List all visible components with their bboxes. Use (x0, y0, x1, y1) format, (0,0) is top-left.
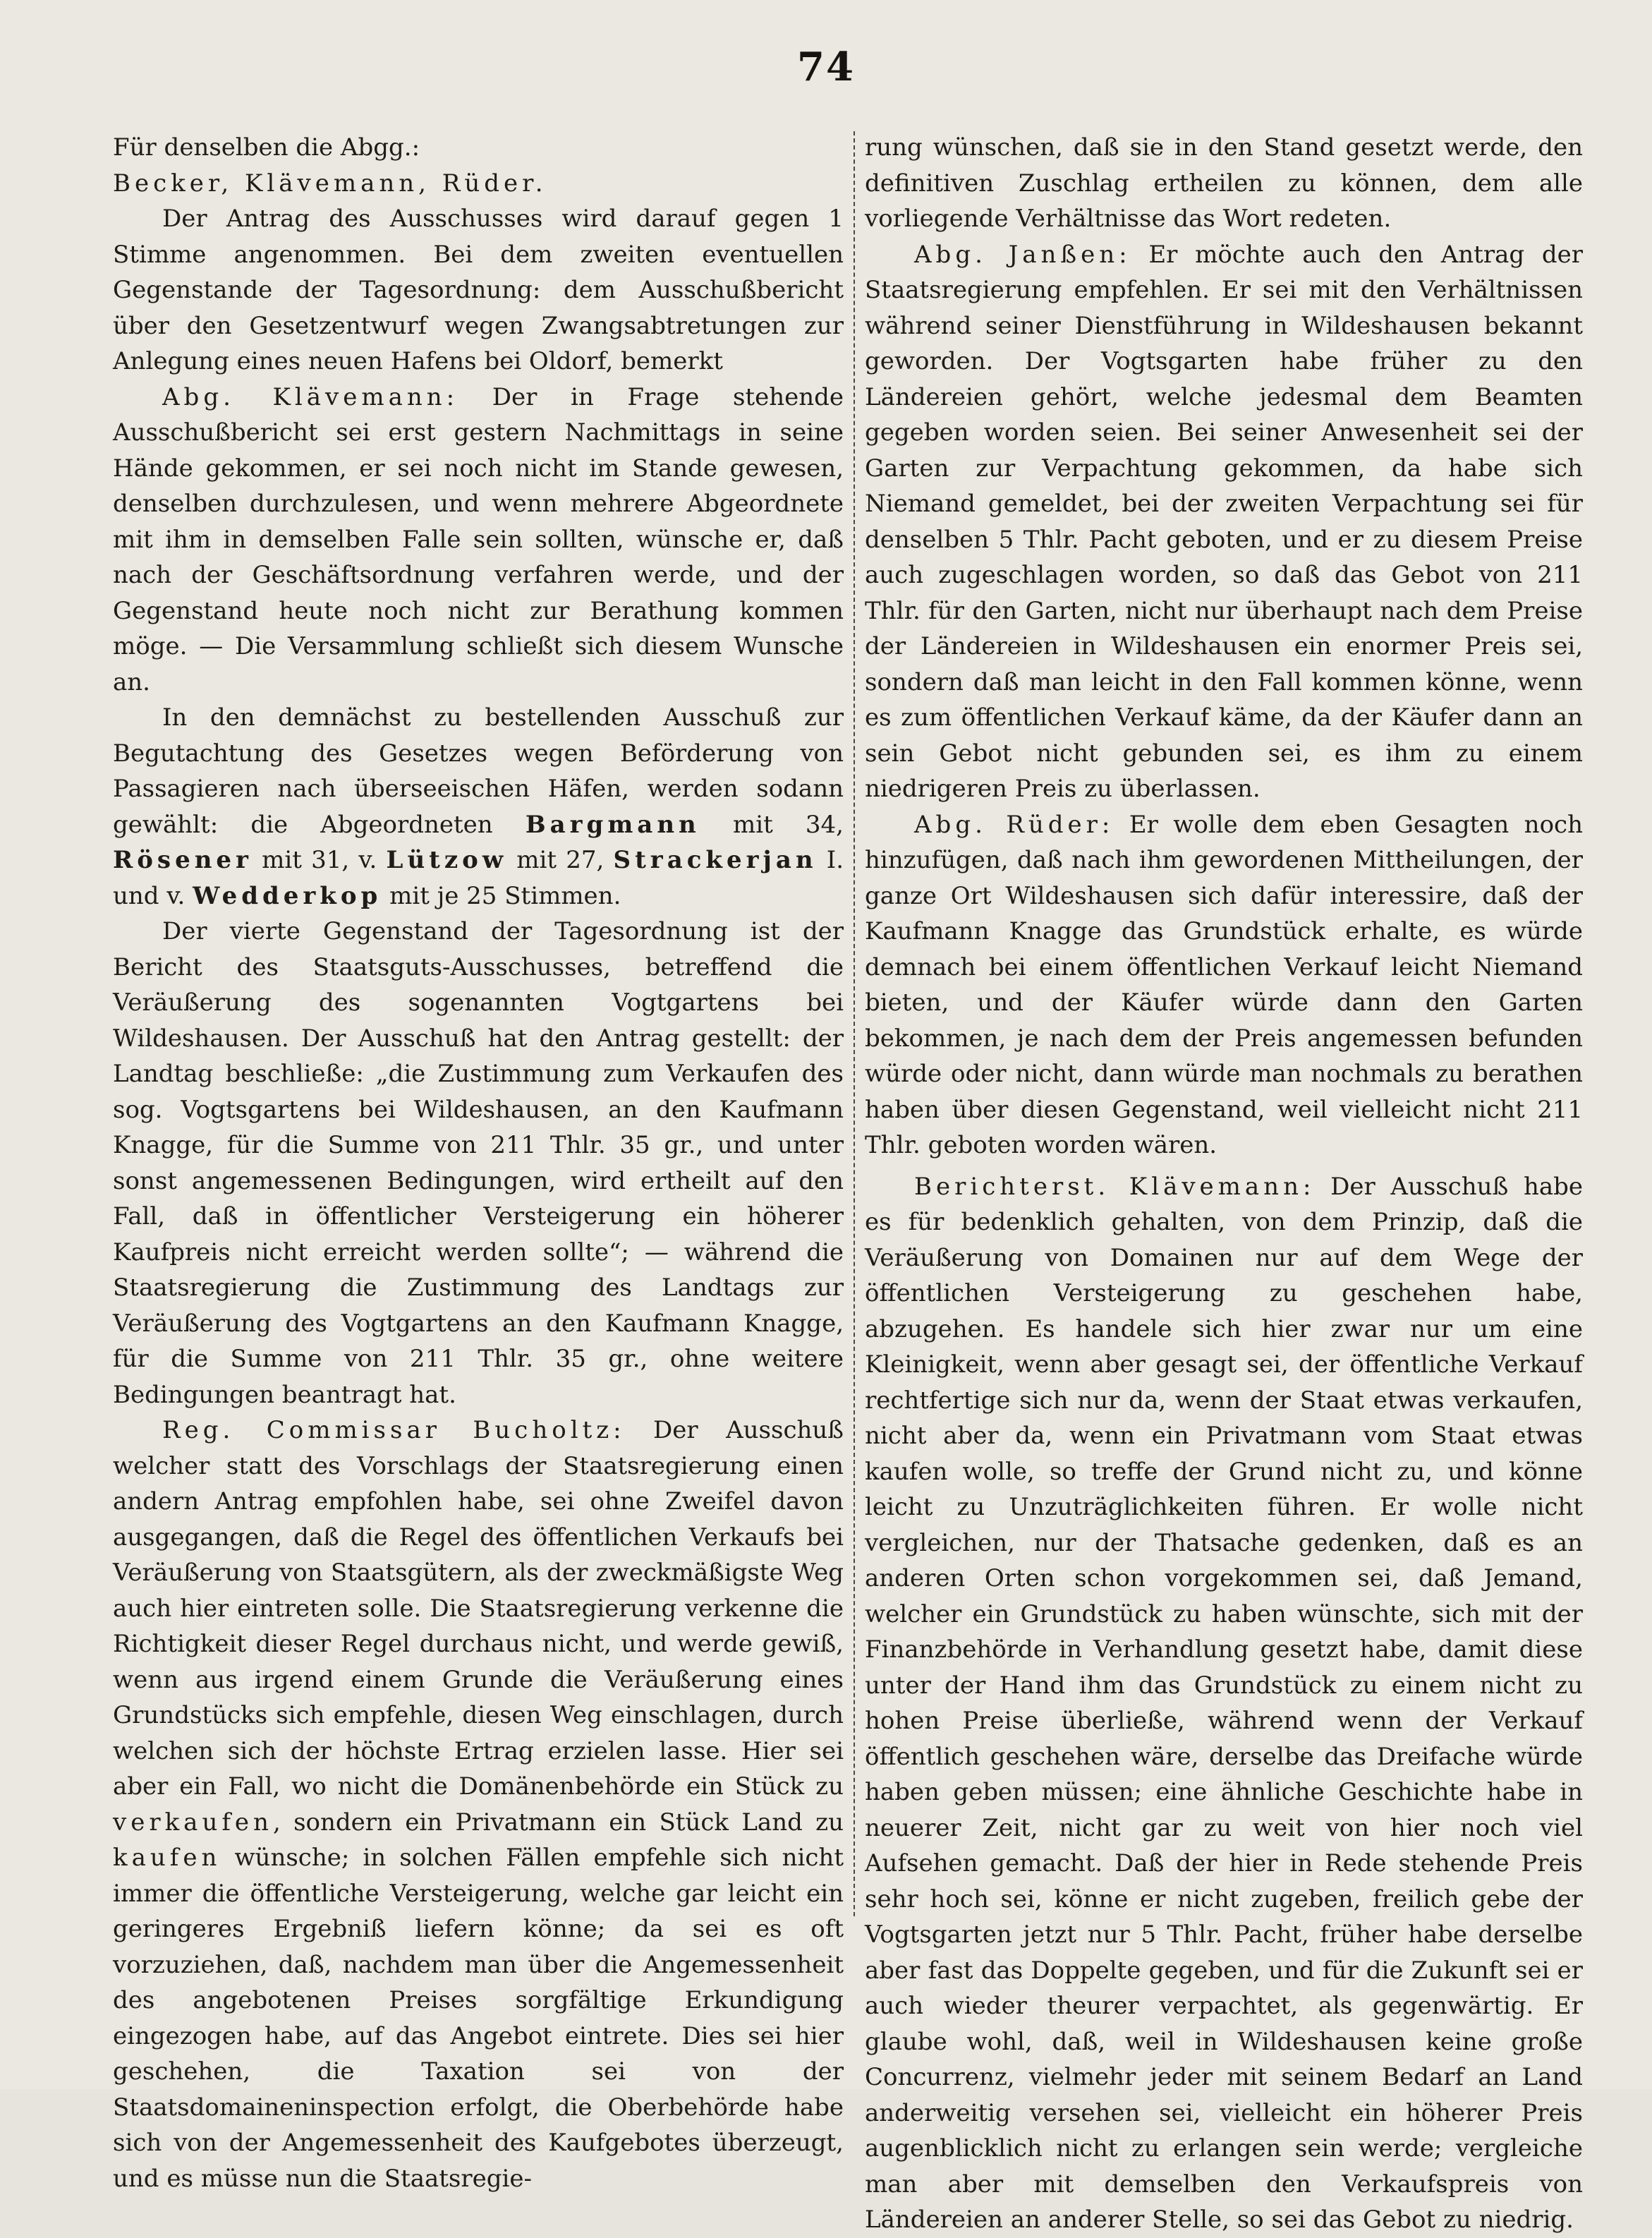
paragraph-klaevemann (113, 380, 844, 701)
paragraph-janssen (865, 237, 1583, 807)
text-segment: mit je 25 Stimmen. (382, 881, 621, 910)
vote-names-text: Becker, Klävemann, Rüder. (113, 169, 547, 198)
paragraph-continuation: rung wünschen, daß sie in den Stand gesetzt werde, den definitiven Zuschlag ertheilen zu können, dem alle vorliegende Verhältnisse das Wort redeten. (865, 133, 1583, 233)
right-column (865, 130, 1583, 2238)
speech-text: Der in Frage stehende Ausschußbericht sei erst gestern Nachmittags in seine Hände gekommen, er sei noch nicht im Stande gewesen, denselben durchzulesen, und wenn mehrere Abgeordnete mit ihm in demselben Falle sein sollten, wünsche er, daß nach der Geschäftsordnung verfahren werde, und der Gegenstand heute noch nicht zur Berathung kommen möge. — Die Versammlung schließt sich diesem Wunsche an. (113, 382, 844, 696)
text-segment: mit 27, (507, 846, 614, 874)
paragraph-motion-accepted: Der Antrag des Ausschusses wird darauf gegen 1 Stimme angenommen. Bei dem zweiten eventuellen Gegenstande der Tagesordnung: dem Ausschußbericht über den Gesetzentwurf wegen Zwangsabtretungen zur Anlegung eines neuen Hafens bei Oldorf, bemerkt (113, 205, 844, 375)
speech-text: Er möchte auch den Antrag der Staatsregierung empfehlen. Er sei mit den Verhältnissen während seiner Dienstführung in Wildeshausen bekannt geworden. Der Vogtsgarten habe früher zu den Ländereien gehört, welche jedesmal dem Beamten gegeben worden seien. Bei seiner Anwesenheit sei der Garten zur Verpachtung gekommen, da habe sich Niemand gemeldet, bei der zweiten Verpachtung sei für denselben 5 Thlr. Pacht geboten, und er zu diesem Preise auch zugeschlagen worden, so daß das Gebot von 211 Thlr. für den Garten, nicht nur überhaupt nach dem Preise der Ländereien in Wildeshausen ein enormer Preis sei, sondern daß man leicht in den Fall kommen könne, wenn es zum öffentlichen Verkauf käme, da der Käufer dann an sein Gebot nicht gebunden sei, es ihm zu einem niedrigeren Preis zu überlassen. (865, 240, 1583, 803)
speech-text: Der Ausschuß habe es für bedenklich gehalten, von dem Prinzip, daß die Veräußerung von Domainen nur auf dem Wege der öffentlichen Versteigerung zu geschehen habe, abzugehen. Es handele sich hier zwar nur um eine Kleinigkeit, wenn aber gesagt sei, der öffentliche Verkauf rechtfertige sich nur da, wenn der Staat etwas verkaufen, nicht aber da, wenn ein Privatmann vom Staat etwas kaufen wolle, so treffe der Grund nicht zu, und könne leicht zu Unzuträglichkeiten führen. Er wolle nicht vergleichen, nur der Thatsache gedenken, daß es an anderen Orten schon vorgekommen sei, daß Jemand, welcher ein Grundstück zu haben wünschte, sich mit der Finanzbehörde in Verhandlung gesetzt habe, damit diese unter der Hand ihm das Grundstück zu einem nicht zu hohen Preise überließe, während wenn der Verkauf öffentlich geschehen wäre, derselbe das Dreifache würde haben geben müssen; eine ähnliche Geschichte habe in neuerer Zeit, nicht gar zu weit von hier noch viel Aufsehen gemacht. Daß der hier in Rede stehende Preis sehr hoch sei, könne er nicht zugeben, freilich gebe der Vogtsgarten jetzt nur 5 Thlr. Pacht, früher habe derselbe aber fast das Doppelte gegeben, und für die Zukunft sei er auch wieder theurer verpachtet, als gegenwärtig. Er glaube wohl, daß, weil in Wildeshausen keine große Concurrenz, vielmehr jeder mit seinem Bedarf an Land anderweitig versehen sei, vielleicht ein höherer Preis augenblicklich nicht zu erlangen sein werde; vergleiche man aber mit demselben den Verkaufspreis von Ländereien an anderer Stelle, so sei das Gebot zu niedrig. (865, 1172, 1583, 2234)
speaker-name: Reg. Commissar Bucholtz: (162, 1416, 626, 1444)
emphasis-word: verkaufen (113, 1808, 273, 1837)
text-segment: Der Ausschuß welcher statt des Vorschlags der Staatsregierung einen andern Antrag empfohlen habe, sei ohne Zweifel davon ausgegangen, daß die Regel des öffentlichen Verkaufs bei Veräußerung von Staatsgütern, als der zweckmäßigste Weg auch hier eintreten solle. Die Staatsregierung verkenne die Richtigkeit dieser Regel durchaus nicht, und werde gewiß, wenn aus irgend einem Grunde die Veräußerung eines Grundstücks sich empfehle, diesen Weg einschlagen, durch welchen sich der höchste Ertrag erzielen lasse. Hier sei aber ein Fall, wo nicht die Domänenbehörde ein Stück zu (113, 1416, 844, 1801)
text-segment: mit 31, v. (252, 846, 387, 874)
delegate-name: Rösener (113, 846, 253, 874)
text-segment: I. und v. (113, 846, 844, 910)
paragraph-bucholtz (113, 1413, 844, 2196)
vote-heading: Für denselben die Abgg.: (113, 133, 420, 162)
paragraph-rueder (865, 807, 1583, 1163)
column-divider (854, 131, 855, 1916)
paragraph-vogtgarten-report: Der vierte Gegenstand der Tagesordnung ist der Bericht des Staatsguts-Ausschusses, betreffend die Veräußerung des sogenannten Vogtgartens bei Wildeshausen. Der Ausschuß hat den Antrag gestellt: der Landtag beschließe: „die Zustimmung zum Verkaufen des sog. Vogtsgartens bei Wildeshausen, an den Kaufmann Knagge, für die Summe von 211 Thlr. 35 gr., und unter sonst angemessenen Bedingungen, wird ertheilt auf den Fall, daß in öffentlicher Versteigerung ein höherer Kaufpreis nicht erreicht werden sollte“; — während die Staatsregierung die Zustimmung des Landtags zur Veräußerung des Vogtgartens an den Kaufmann Knagge, für die Summe von 211 Thlr. 35 gr., ohne weitere Bedingungen beantragt hat. (113, 917, 844, 1409)
left-column (113, 130, 844, 2196)
delegate-name: Strackerjan (613, 846, 818, 874)
speech-text: Er wolle dem eben Gesagten noch hinzufügen, daß nach ihm gewordenen Mittheilungen, der ganze Ort Wildeshausen sich dafür interessire, daß der Kaufmann Knagge das Grundstück erhalte, es würde demnach bei einem öffentlichen Verkauf leicht Niemand bieten, und der Käufer würde dann den Garten bekommen, je nach dem der Preis angemessen befunden würde oder nicht, dann würde man nochmals zu berathen haben über diesen Gegenstand, weil vielleicht nicht 211 Thlr. geboten worden wären. (865, 810, 1583, 1159)
emphasis-word: kaufen (113, 1844, 221, 1872)
text-segment: In den demnächst zu bestellenden Ausschuß zur Begutachtung des Gesetzes wegen Beförderung von Passagieren nach überseeischen Häfen, werden sodann gewählt: die Abgeordneten (113, 703, 844, 839)
speaker-name: Berichterst. Klävemann: (914, 1172, 1316, 1201)
speaker-name: Abg. Janßen: (914, 240, 1131, 269)
text-segment: , sondern ein Privatmann ein Stück Land zu (272, 1808, 844, 1837)
vote-names (113, 166, 844, 202)
speaker-name: Abg. Klävemann: (162, 382, 459, 411)
page-number: 74 (797, 44, 855, 90)
text-segment: wünsche; in solchen Fällen empfehle sich nicht immer die öffentliche Versteigerung, welche gar leicht ein geringeres Ergebniß liefern könne; da sei es oft vorzuziehen, daß, nachdem man über die Angemessenheit des angebotenen Preises sorgfältige Erkundigung eingezogen habe, auf das Angebot eintrete. Dies sei hier geschehen, die Taxation sei von der Staatsdomaineninspection erfolgt, die Oberbehörde habe sich von der Angemessenheit des Kaufgebotes überzeugt, und es müsse nun die Staatsregie- (113, 1844, 844, 2193)
paragraph-committee-election (113, 700, 844, 914)
paragraph-berichterstatter (865, 1169, 1583, 2238)
delegate-name: Bargmann (525, 810, 700, 839)
delegate-name: Lützow (386, 846, 508, 874)
speaker-name: Abg. Rüder: (914, 810, 1115, 839)
delegate-name: Wedderkop (193, 881, 382, 910)
text-segment: mit 34, (700, 810, 844, 839)
